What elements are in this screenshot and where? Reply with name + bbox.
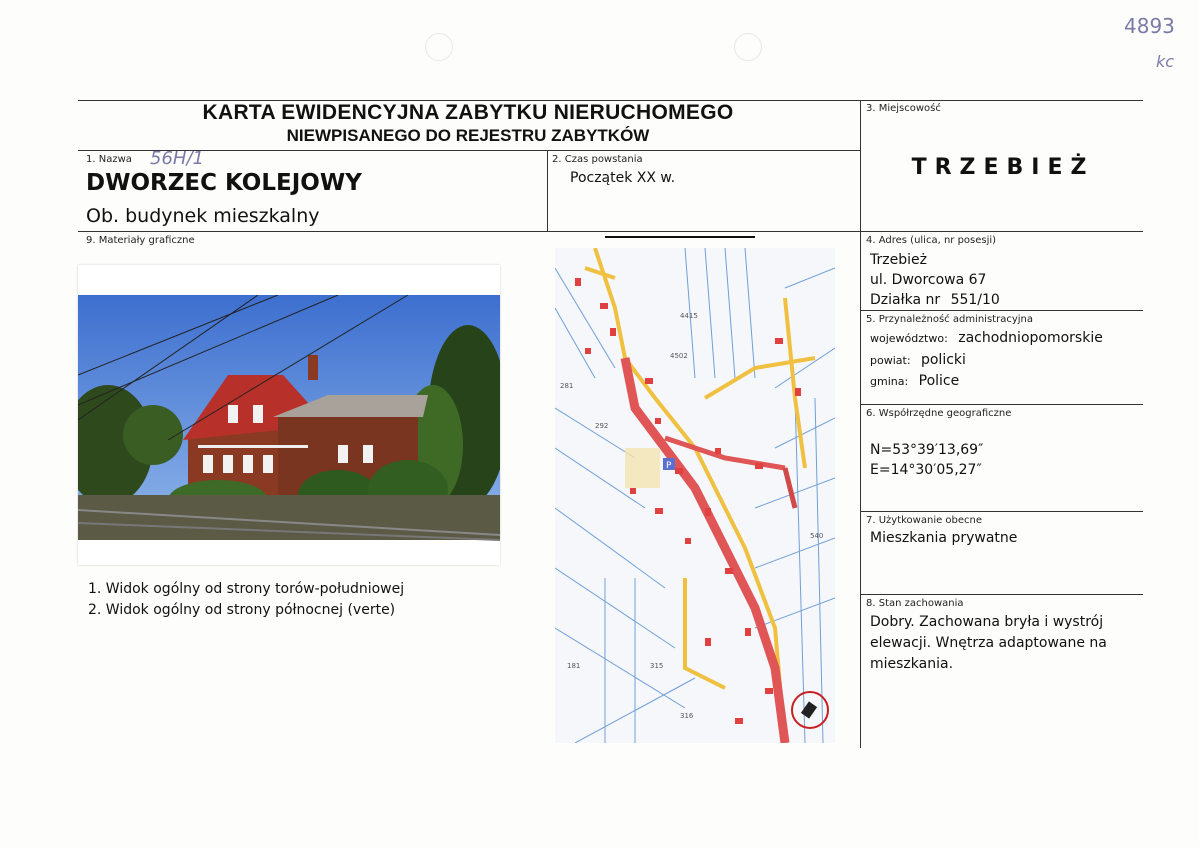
station-photo	[78, 295, 500, 570]
parcel-label: Działka nr	[870, 292, 941, 308]
commune-value: Police	[918, 373, 960, 389]
punch-hole	[425, 33, 453, 61]
condition-line2: elewacji. Wnętrza adaptowane na	[870, 635, 1107, 651]
parcel-line	[870, 292, 1000, 308]
photo-frame	[78, 265, 500, 565]
county-row	[870, 352, 966, 368]
coord-north: N=53°39′13,69″	[870, 442, 984, 458]
handwritten-name-code: 56H/1	[150, 148, 204, 169]
address-label: 4. Adres (ulica, nr posesji)	[866, 235, 997, 246]
address-divider	[860, 310, 1143, 311]
card-title-line1: KARTA EWIDENCYJNA ZABYTKU NIERUCHOMEGO	[202, 101, 734, 124]
map-parcel-label: 315	[650, 662, 664, 670]
time-label: 2. Czas powstania	[552, 154, 643, 165]
map-parcel-label: 540	[810, 532, 824, 540]
admin-label: 5. Przynależność administracyjna	[866, 314, 1033, 325]
graphics-label: 9. Materiały graficzne	[86, 235, 195, 246]
photo-caption-1: 1. Widok ogólny od strony torów-południowej	[88, 581, 405, 597]
voivodeship-value: zachodniopomorskie	[958, 330, 1103, 346]
object-subname: Ob. budynek mieszkalny	[86, 205, 320, 227]
commune-label: gmina:	[870, 375, 909, 388]
condition-line3: mieszkania.	[870, 656, 954, 672]
map-parcel-label: 281	[560, 382, 574, 390]
condition-line1: Dobry. Zachowana bryła i wystrój	[870, 614, 1104, 630]
time-value: Początek XX w.	[570, 170, 676, 186]
map-parcel-label: 4415	[680, 312, 698, 320]
name-label: 1. Nazwa	[86, 154, 132, 165]
usage-label: 7. Użytkowanie obecne	[866, 515, 983, 526]
county-label: powiat:	[870, 354, 911, 367]
locality-label: 3. Miejscowość	[866, 103, 941, 114]
usage-value: Mieszkania prywatne	[870, 530, 1018, 546]
condition-label: 8. Stan zachowania	[866, 598, 964, 609]
admin-divider	[860, 404, 1143, 405]
voivodeship-row	[870, 330, 1103, 346]
section-divider	[78, 231, 1143, 232]
map-parcel-label: 4502	[670, 352, 688, 360]
photo-caption-2: 2. Widok ogólny od strony północnej (verte)	[88, 602, 396, 618]
svg-text:P: P	[666, 461, 672, 471]
handwritten-code: 4893	[1124, 14, 1175, 38]
county-value: policki	[920, 352, 966, 368]
map-parcel-label: 316	[680, 712, 694, 720]
locality-value: TRZEBIEŻ	[911, 155, 1095, 180]
usage-divider	[860, 594, 1143, 595]
address-line2: ul. Dworcowa 67	[870, 272, 987, 288]
map-underline	[605, 234, 755, 242]
address-line1: Trzebież	[870, 252, 927, 268]
punch-hole	[734, 33, 762, 61]
coords-label: 6. Współrzędne geograficzne	[866, 408, 1012, 419]
commune-row	[870, 373, 959, 389]
handwritten-mark: kc	[1156, 52, 1175, 71]
voivodeship-label: województwo:	[870, 332, 948, 345]
right-column-divider	[860, 100, 861, 748]
card-title-line2: NIEWPISANEGO DO REJESTRU ZABYTKÓW	[286, 126, 650, 145]
name-time-divider	[547, 150, 548, 231]
cadastral-map	[555, 248, 835, 743]
coord-east: E=14°30′05,27″	[870, 462, 982, 478]
parcel-value: 551/10	[950, 292, 1000, 308]
map-parcel-label: 292	[595, 422, 609, 430]
map-parcel-label: 181	[567, 662, 581, 670]
object-name: DWORZEC KOLEJOWY	[86, 170, 362, 196]
coords-divider	[860, 511, 1143, 512]
